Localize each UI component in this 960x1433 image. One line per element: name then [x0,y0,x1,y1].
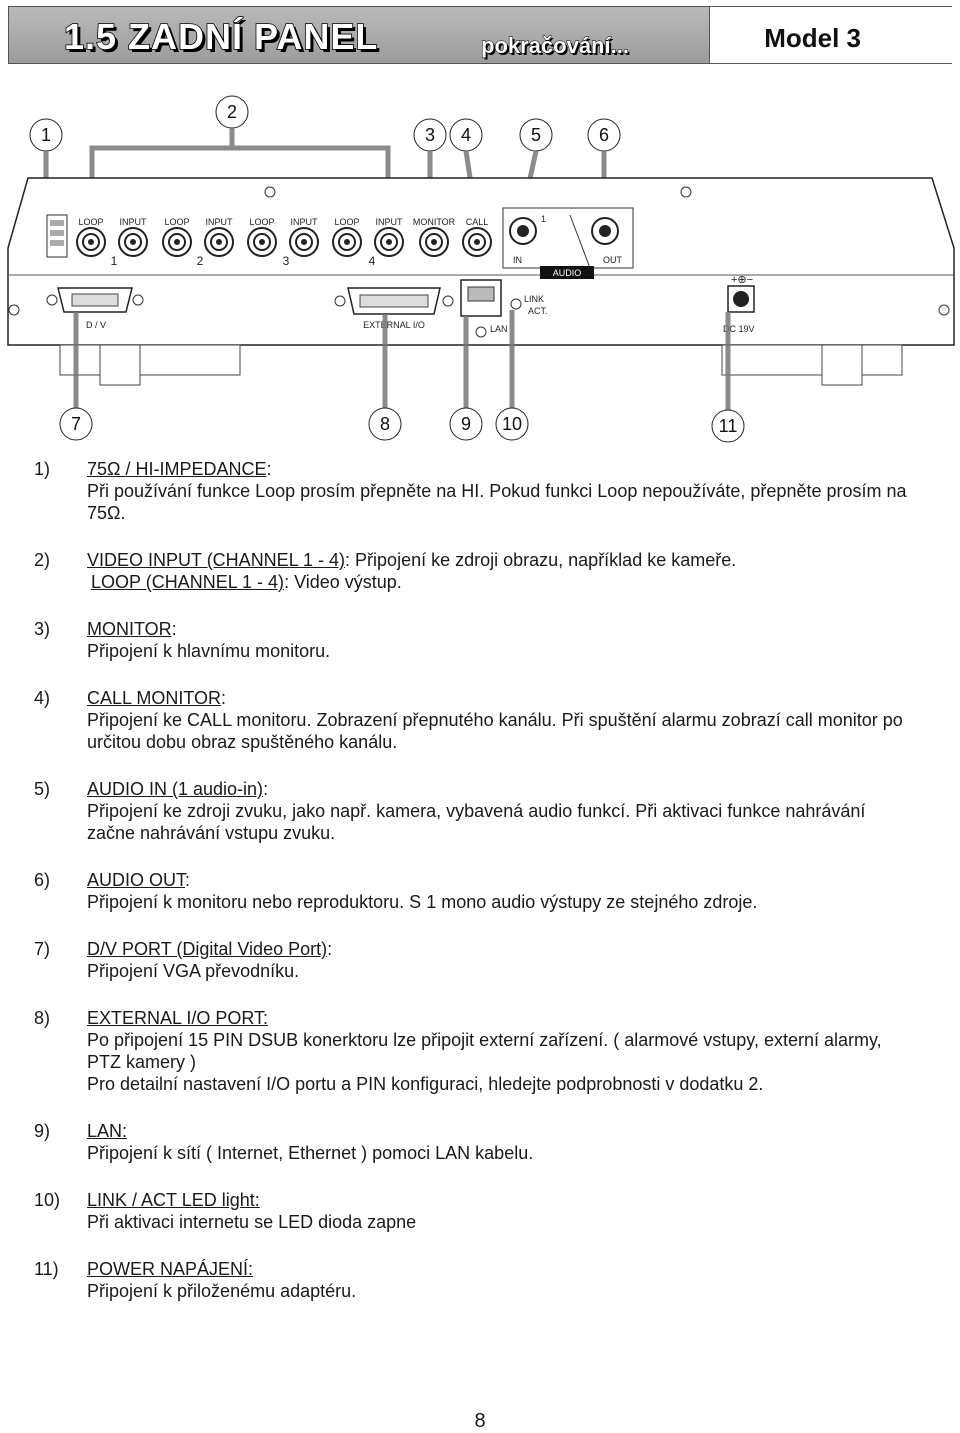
item-description: Připojení ke zdroji zvuku, jako např. kamera, vybavená audio funkcí. Při aktivaci funkce nahrávání začne nahrávání vstupu zvuku. [87,801,866,843]
svg-text:ACT.: ACT. [528,306,548,316]
item-number: 6) [34,870,51,890]
item-heading-tail: : [266,459,272,479]
item-sub-heading: LOOP (CHANNEL 1 - 4) [91,572,285,592]
dc-power-jack[interactable] [728,274,754,312]
item-heading: D/V PORT (Digital Video Port) [87,939,328,959]
item-number: 4) [34,688,51,708]
item-heading-line [87,687,914,709]
item-number: 10) [34,1190,61,1210]
page-header [8,6,952,64]
item-heading-line [87,1007,914,1029]
page-number: 8 [474,1410,486,1432]
list-item [34,869,914,913]
item-content [87,549,914,593]
svg-text:1: 1 [541,214,547,224]
item-heading: EXTERNAL I/O PORT: [87,1008,269,1028]
monitor-bnc-connector[interactable] [420,228,448,256]
external-io-port[interactable] [335,288,453,314]
audio-in-connector[interactable] [510,218,536,244]
item-heading: POWER NAPÁJENÍ: [87,1259,254,1279]
list-item [34,1007,914,1095]
item-description: Při aktivaci internetu se LED dioda zapne [87,1212,417,1232]
item-heading: AUDIO IN (1 audio-in) [87,779,264,799]
item-number: 2) [34,550,51,570]
item-content [87,1258,914,1302]
impedance-switch[interactable] [47,215,67,257]
list-item [34,549,914,593]
section-subtitle: pokračování... [481,33,629,58]
channel-number-4: 4 [368,254,376,268]
item-content [87,1189,914,1233]
input-1-bnc-connector[interactable] [119,228,147,256]
item-heading-line [87,778,914,800]
connector-description-list [34,458,914,1327]
model-label: Model 3 [764,23,861,53]
svg-text:OUT: OUT [603,255,622,265]
input-1-label: INPUT [119,217,147,227]
svg-text:IN: IN [513,255,522,265]
item-number: 8) [34,1008,51,1028]
item-number: 3) [34,619,51,639]
item-heading-tail: : [185,870,191,890]
callout-3 [414,119,446,151]
channel-number-3: 3 [282,254,290,268]
callout-8 [369,408,401,440]
callout-7 [60,408,92,440]
item-heading-line [87,458,914,480]
item-heading: AUDIO OUT [87,870,186,890]
input-3-bnc-connector[interactable] [290,228,318,256]
loop-4-bnc-connector[interactable] [333,228,361,256]
input-3-label: INPUT [290,217,318,227]
item-content [87,1007,914,1095]
call-bnc-connector[interactable] [463,228,491,256]
list-item [34,618,914,662]
svg-text:2: 2 [226,102,238,122]
rear-panel-diagram [0,70,960,450]
item-sub-tail: : Video výstup. [284,572,402,592]
item-heading-line [87,869,914,891]
list-item [34,458,914,524]
item-description: Připojení ke CALL monitoru. Zobrazení přepnutého kanálu. Při spuštění alarmu zobrazí call monitor po určitou dobu obraz spuštěného kanálu. [87,710,903,752]
lan-label: LAN [490,324,508,334]
item-heading-line [87,1120,914,1142]
svg-text:6: 6 [598,125,610,145]
item-description: Pro detailní nastavení I/O portu a PIN konfiguraci, hledejte podprobnosti v dodatku 2. [87,1074,764,1094]
item-heading: MONITOR [87,619,172,639]
item-heading-tail: : Připojení ke zdroji obrazu, například ke kameře. [345,550,737,570]
item-heading-line [87,938,914,960]
audio-out-connector[interactable] [592,218,618,244]
item-heading-line [87,618,914,640]
item-content [87,869,914,913]
dv-label: D / V [85,320,107,330]
loop-1-label: LOOP [78,217,104,227]
svg-text:9: 9 [460,414,472,434]
svg-text:AUDIO: AUDIO [552,268,582,278]
call-label: CALL [465,217,489,227]
loop-3-bnc-connector[interactable] [248,228,276,256]
callout-4 [450,119,482,151]
callout-9 [450,408,482,440]
item-sub-line [91,571,914,593]
input-4-label: INPUT [375,217,403,227]
item-content [87,1120,914,1164]
input-2-label: INPUT [205,217,233,227]
item-number: 5) [34,779,51,799]
list-item [34,938,914,982]
item-number: 11) [34,1259,59,1279]
item-description: Připojení k přiloženému adaptéru. [87,1281,357,1301]
item-description: Po připojení 15 PIN DSUB konerktoru lze připojit externí zařízení. ( alarmové vstupy, externí alarmy, PTZ kamery ) [87,1030,882,1072]
svg-text:LINK: LINK [524,294,545,304]
callout-1 [30,119,62,151]
callout-10 [496,408,528,440]
svg-text:7: 7 [70,414,82,434]
item-description: Při používání funkce Loop prosím přepněte na HI. Pokud funkci Loop nepoužíváte, přepněte prosím na 75Ω. [87,481,907,523]
list-item [34,1258,914,1302]
svg-text:11: 11 [718,416,738,436]
list-item [34,1189,914,1233]
item-heading: LINK / ACT LED light: [87,1190,260,1210]
loop-1-bnc-connector[interactable] [77,228,105,256]
svg-text:3: 3 [424,125,436,145]
item-heading: CALL MONITOR [87,688,222,708]
svg-text:8: 8 [379,414,391,434]
svg-text:4: 4 [460,125,472,145]
item-description: Připojení k sítí ( Internet, Ethernet ) pomoci LAN kabelu. [87,1143,534,1163]
item-description: Připojení VGA převodníku. [87,961,300,981]
loop-2-label: LOOP [164,217,190,227]
callout-11 [712,410,744,442]
item-content [87,778,914,844]
item-heading-tail: : [221,688,227,708]
svg-text:5: 5 [530,125,542,145]
item-heading-tail: : [171,619,177,639]
callout-6 [588,119,620,151]
item-heading-tail: : [327,939,333,959]
item-heading: LAN: [87,1121,128,1141]
item-heading: 75Ω / HI-IMPEDANCE [87,459,267,479]
item-content [87,687,914,753]
channel-number-1: 1 [110,254,118,268]
svg-text:+⊕−: +⊕− [731,274,754,286]
item-content [87,458,914,524]
item-heading-line [87,1258,914,1280]
input-2-bnc-connector[interactable] [205,228,233,256]
item-number: 1) [34,459,51,479]
input-4-bnc-connector[interactable] [375,228,403,256]
loop-3-label: LOOP [249,217,275,227]
item-content [87,938,914,982]
item-heading-line [87,549,914,571]
channel-number-2: 2 [196,254,204,268]
item-heading-line [87,1189,914,1211]
list-item [34,687,914,753]
callout-2 [216,96,248,128]
item-number: 9) [34,1121,51,1141]
loop-4-label: LOOP [334,217,360,227]
loop-2-bnc-connector[interactable] [163,228,191,256]
link-led [511,299,521,309]
item-content [87,618,914,662]
item-heading: VIDEO INPUT (CHANNEL 1 - 4) [87,550,346,570]
callout-5 [520,119,552,151]
item-heading-tail: : [263,779,269,799]
item-number: 7) [34,939,51,959]
dc-label: DC 19V [723,324,755,334]
item-description: Připojení k monitoru nebo reproduktoru. S 1 mono audio výstupy ze stejného zdroje. [87,892,758,912]
external-io-label: EXTERNAL I/O [363,320,425,330]
monitor-label: MONITOR [412,217,456,227]
list-item [34,778,914,844]
svg-text:10: 10 [501,414,523,434]
list-item [34,1120,914,1164]
section-title: 1.5 ZADNÍ PANEL [64,16,379,57]
svg-text:1: 1 [40,125,52,145]
item-description: Připojení k hlavnímu monitoru. [87,641,331,661]
